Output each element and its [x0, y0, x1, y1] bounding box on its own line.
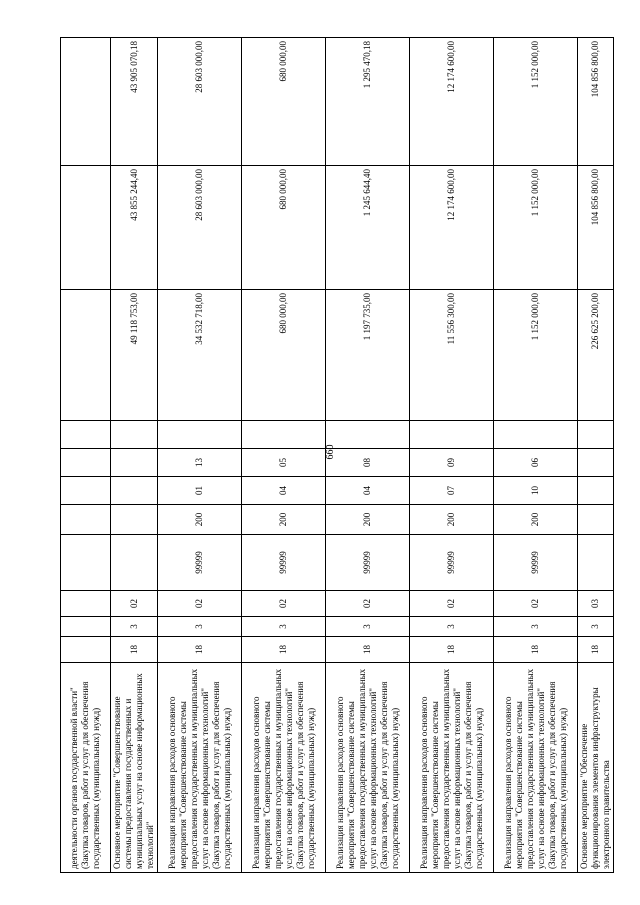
code-cell: 200	[158, 505, 242, 535]
code-cell	[578, 449, 614, 477]
amount-cell: 49 118 753,00	[111, 290, 158, 421]
code-cell: 18	[410, 637, 494, 663]
amount-cell: 43 855 244,40	[111, 166, 158, 290]
row-description: Основное мероприятие "Совершенствование системы предоставления государственных и муниципальных услуг на основе информационных технологий"	[111, 663, 158, 873]
code-cell: 02	[111, 591, 158, 617]
code-cell	[61, 535, 111, 591]
code-cell: 02	[242, 591, 326, 617]
code-cell: 03	[578, 591, 614, 617]
code-cell	[242, 421, 326, 449]
code-cell	[410, 421, 494, 449]
amount-cell: 12 174 600,00	[410, 166, 494, 290]
code-cell	[61, 505, 111, 535]
row-description: Реализация направления расходов основного мероприятия "Совершенствование системы предоставления государственных и муниципальных услуг на основе информационных технологий" (Закупка товаров, работ и услуг для обеспечения государственных (муниципальных) нужд)	[158, 663, 242, 873]
amount-cell: 1 197 735,00	[326, 290, 410, 421]
code-cell: 10	[494, 477, 578, 505]
table-row	[578, 38, 614, 873]
code-cell: 02	[494, 591, 578, 617]
code-cell: 3	[494, 617, 578, 637]
budget-table	[60, 37, 614, 873]
amount-cell: 1 152 000,00	[494, 38, 578, 166]
code-cell: 18	[242, 637, 326, 663]
code-cell: 04	[326, 477, 410, 505]
code-cell: 200	[494, 505, 578, 535]
rotated-table-inner	[60, 38, 611, 873]
code-cell	[111, 449, 158, 477]
amount-cell: 1 152 000,00	[494, 166, 578, 290]
code-cell: 18	[111, 637, 158, 663]
code-cell	[494, 421, 578, 449]
code-cell: 06	[494, 449, 578, 477]
code-cell	[111, 505, 158, 535]
row-description: Реализация направления расходов основного мероприятия "Совершенствование системы предоставления государственных и муниципальных услуг на основе информационных технологий" (Закупка товаров, работ и услуг для обеспечения государственных (муниципальных) нужд)	[326, 663, 410, 873]
code-cell: 3	[410, 617, 494, 637]
code-cell: 3	[111, 617, 158, 637]
code-cell	[158, 421, 242, 449]
amount-cell: 104 856 800,00	[578, 38, 614, 166]
row-description: Реализация направления расходов основного мероприятия "Совершенствование системы предоставления государственных и муниципальных услуг на основе информационных технологий" (Закупка товаров, работ и услуг для обеспечения государственных (муниципальных) нужд)	[494, 663, 578, 873]
amount-cell: 12 174 600,00	[410, 38, 494, 166]
code-cell	[578, 477, 614, 505]
code-cell: 08	[326, 449, 410, 477]
row-description: Реализация направления расходов основного мероприятия "Совершенствование системы предоставления государственных и муниципальных услуг на основе информационных технологий" (Закупка товаров, работ и услуг для обеспечения государственных (муниципальных) нужд)	[410, 663, 494, 873]
code-cell: 02	[410, 591, 494, 617]
code-cell: 02	[158, 591, 242, 617]
amount-cell	[61, 38, 111, 166]
code-cell: 13	[158, 449, 242, 477]
code-cell: 200	[410, 505, 494, 535]
code-cell	[61, 617, 111, 637]
amount-cell: 28 603 000,00	[158, 166, 242, 290]
code-cell	[111, 477, 158, 505]
code-cell	[61, 449, 111, 477]
table-row	[242, 38, 326, 873]
table-row	[111, 38, 158, 873]
amount-cell	[61, 166, 111, 290]
code-cell: 18	[326, 637, 410, 663]
code-cell: 3	[158, 617, 242, 637]
code-cell	[578, 505, 614, 535]
code-cell	[111, 421, 158, 449]
amount-cell: 1 295 470,18	[326, 38, 410, 166]
amount-cell: 226 625 200,00	[578, 290, 614, 421]
amount-cell: 11 556 300,00	[410, 290, 494, 421]
amount-cell: 34 532 718,00	[158, 290, 242, 421]
table-row	[61, 38, 111, 873]
amount-cell: 43 905 070,18	[111, 38, 158, 166]
code-cell: 200	[326, 505, 410, 535]
code-cell: 3	[578, 617, 614, 637]
code-cell: 18	[158, 637, 242, 663]
code-cell: 3	[326, 617, 410, 637]
code-cell	[61, 637, 111, 663]
code-cell: 99999	[158, 535, 242, 591]
code-cell: 07	[410, 477, 494, 505]
code-cell	[111, 535, 158, 591]
code-cell: 3	[242, 617, 326, 637]
page-number: 660	[325, 444, 336, 460]
amount-cell: 28 603 000,00	[158, 38, 242, 166]
code-cell: 200	[242, 505, 326, 535]
amount-cell: 1 245 644,40	[326, 166, 410, 290]
row-description: Реализация направления расходов основного мероприятия "Совершенствование системы предоставления государственных и муниципальных услуг на основе информационных технологий" (Закупка товаров, работ и услуг для обеспечения государственных (муниципальных) нужд)	[242, 663, 326, 873]
amount-cell: 104 856 800,00	[578, 166, 614, 290]
code-cell: 99999	[242, 535, 326, 591]
amount-cell: 680 000,00	[242, 38, 326, 166]
row-description: деятельности органов государственной власти" (Закупка товаров, работ и услуг для обеспечения государственных (муниципальных) нужд)	[61, 663, 111, 873]
code-cell: 99999	[494, 535, 578, 591]
code-cell	[61, 591, 111, 617]
code-cell: 01	[158, 477, 242, 505]
code-cell: 05	[242, 449, 326, 477]
code-cell: 18	[494, 637, 578, 663]
table-row	[410, 38, 494, 873]
code-cell	[578, 421, 614, 449]
amount-cell	[61, 290, 111, 421]
amount-cell: 1 152 000,00	[494, 290, 578, 421]
code-cell	[61, 477, 111, 505]
code-cell: 18	[578, 637, 614, 663]
table-row	[158, 38, 242, 873]
code-cell	[578, 535, 614, 591]
code-cell: 09	[410, 449, 494, 477]
amount-cell: 680 000,00	[242, 290, 326, 421]
code-cell: 04	[242, 477, 326, 505]
code-cell: 02	[326, 591, 410, 617]
amount-cell: 680 000,00	[242, 166, 326, 290]
code-cell: 99999	[410, 535, 494, 591]
code-cell: 99999	[326, 535, 410, 591]
row-description: Основное мероприятие "Обеспечение функционирования элементов инфраструктуры электронного правительства	[578, 663, 614, 873]
code-cell	[61, 421, 111, 449]
code-cell	[326, 421, 410, 449]
table-row	[326, 38, 410, 873]
rotated-table-container	[60, 38, 611, 873]
table-row	[494, 38, 578, 873]
